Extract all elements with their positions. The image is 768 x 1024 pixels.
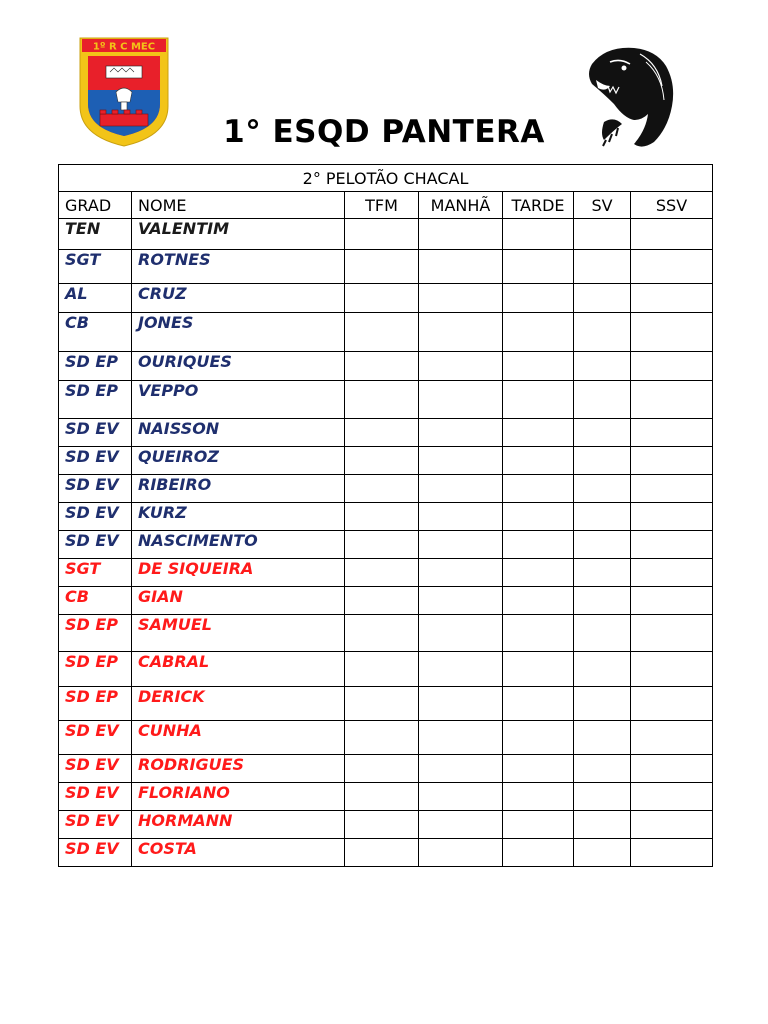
- cell-nome: CUNHA: [132, 721, 345, 755]
- cell-tfm[interactable]: [345, 615, 419, 652]
- cell-tarde[interactable]: [503, 531, 574, 559]
- cell-manha[interactable]: [419, 419, 503, 447]
- table-row: [59, 559, 713, 587]
- cell-tarde[interactable]: [503, 839, 574, 867]
- col-header-ssv: SSV: [631, 192, 713, 219]
- cell-sv[interactable]: [574, 419, 631, 447]
- table-row: [59, 313, 713, 352]
- roster-table: [58, 164, 713, 867]
- cell-grad: TEN: [59, 219, 132, 250]
- cell-nome: FLORIANO: [132, 783, 345, 811]
- cell-sv[interactable]: [574, 475, 631, 503]
- table-row: [59, 381, 713, 419]
- cell-grad: SGT: [59, 559, 132, 587]
- table-row: [59, 250, 713, 284]
- cell-tfm[interactable]: [345, 475, 419, 503]
- table-row: [59, 503, 713, 531]
- cell-ssv[interactable]: [631, 475, 713, 503]
- cell-grad: SD EV: [59, 783, 132, 811]
- cell-tfm[interactable]: [345, 652, 419, 687]
- cell-tfm[interactable]: [345, 447, 419, 475]
- col-header-manha: MANHÃ: [419, 192, 503, 219]
- cell-grad: SD EV: [59, 839, 132, 867]
- cell-nome: VALENTIM: [132, 219, 345, 250]
- cell-grad: SD EP: [59, 352, 132, 381]
- cell-tarde[interactable]: [503, 419, 574, 447]
- cell-sv[interactable]: [574, 559, 631, 587]
- table-row: [59, 811, 713, 839]
- cell-ssv[interactable]: [631, 687, 713, 721]
- cell-tarde[interactable]: [503, 284, 574, 313]
- cell-tarde[interactable]: [503, 687, 574, 721]
- cell-ssv[interactable]: [631, 250, 713, 284]
- table-row: [59, 219, 713, 250]
- cell-grad: SD EP: [59, 381, 132, 419]
- table-row: [59, 475, 713, 503]
- cell-sv[interactable]: [574, 219, 631, 250]
- cell-tfm[interactable]: [345, 587, 419, 615]
- cell-ssv[interactable]: [631, 447, 713, 475]
- cell-tfm[interactable]: [345, 284, 419, 313]
- col-header-sv: SV: [574, 192, 631, 219]
- cell-ssv[interactable]: [631, 587, 713, 615]
- cell-ssv[interactable]: [631, 352, 713, 381]
- table-row: [59, 721, 713, 755]
- cell-tarde[interactable]: [503, 313, 574, 352]
- cell-nome: VEPPO: [132, 381, 345, 419]
- table-row: [59, 284, 713, 313]
- cell-tfm[interactable]: [345, 811, 419, 839]
- cell-sv[interactable]: [574, 652, 631, 687]
- cell-sv[interactable]: [574, 313, 631, 352]
- cell-sv[interactable]: [574, 721, 631, 755]
- cell-tarde[interactable]: [503, 755, 574, 783]
- cell-ssv[interactable]: [631, 755, 713, 783]
- cell-ssv[interactable]: [631, 219, 713, 250]
- cell-tfm[interactable]: [345, 721, 419, 755]
- cell-tfm[interactable]: [345, 559, 419, 587]
- cell-manha[interactable]: [419, 587, 503, 615]
- table-header-row: [59, 192, 713, 219]
- cell-nome: GIAN: [132, 587, 345, 615]
- cell-tarde[interactable]: [503, 783, 574, 811]
- cell-nome: NASCIMENTO: [132, 531, 345, 559]
- cell-nome: CABRAL: [132, 652, 345, 687]
- cell-manha[interactable]: [419, 783, 503, 811]
- cell-tfm[interactable]: [345, 419, 419, 447]
- cell-nome: NAISSON: [132, 419, 345, 447]
- col-header-grad: GRAD: [59, 192, 132, 219]
- cell-tarde[interactable]: [503, 250, 574, 284]
- cell-grad: SD EV: [59, 721, 132, 755]
- cell-manha[interactable]: [419, 755, 503, 783]
- cell-manha[interactable]: [419, 811, 503, 839]
- cell-tarde[interactable]: [503, 652, 574, 687]
- cell-tarde[interactable]: [503, 352, 574, 381]
- cell-grad: SD EV: [59, 811, 132, 839]
- table-row: [59, 352, 713, 381]
- table-row: [59, 652, 713, 687]
- crest-text: 1º R C MEC: [92, 41, 156, 53]
- cell-nome: DE SIQUEIRA: [132, 559, 345, 587]
- cell-sv[interactable]: [574, 783, 631, 811]
- cell-manha[interactable]: [419, 475, 503, 503]
- cell-ssv[interactable]: [631, 419, 713, 447]
- cell-manha[interactable]: [419, 313, 503, 352]
- cell-manha[interactable]: [419, 615, 503, 652]
- cell-ssv[interactable]: [631, 811, 713, 839]
- cell-tarde[interactable]: [503, 587, 574, 615]
- cell-manha[interactable]: [419, 250, 503, 284]
- cell-grad: SD EV: [59, 419, 132, 447]
- cell-nome: OURIQUES: [132, 352, 345, 381]
- table-row: [59, 447, 713, 475]
- cell-tarde[interactable]: [503, 381, 574, 419]
- cell-tfm[interactable]: [345, 755, 419, 783]
- cell-ssv[interactable]: [631, 559, 713, 587]
- cell-sv[interactable]: [574, 381, 631, 419]
- cell-ssv[interactable]: [631, 503, 713, 531]
- cell-nome: COSTA: [132, 839, 345, 867]
- cell-ssv[interactable]: [631, 284, 713, 313]
- cell-tarde[interactable]: [503, 503, 574, 531]
- cell-grad: CB: [59, 313, 132, 352]
- cell-tarde[interactable]: [503, 721, 574, 755]
- cell-grad: SD EV: [59, 503, 132, 531]
- cell-sv[interactable]: [574, 755, 631, 783]
- cell-sv[interactable]: [574, 615, 631, 652]
- cell-ssv[interactable]: [631, 721, 713, 755]
- cell-manha[interactable]: [419, 531, 503, 559]
- cell-tfm[interactable]: [345, 531, 419, 559]
- table-caption: 2° PELOTÃO CHACAL: [59, 165, 713, 192]
- cell-nome: SAMUEL: [132, 615, 345, 652]
- cell-grad: SD EP: [59, 687, 132, 721]
- cell-tfm[interactable]: [345, 503, 419, 531]
- cell-grad: SD EP: [59, 652, 132, 687]
- cell-ssv[interactable]: [631, 652, 713, 687]
- cell-manha[interactable]: [419, 284, 503, 313]
- cell-sv[interactable]: [574, 284, 631, 313]
- cell-manha[interactable]: [419, 652, 503, 687]
- cell-tarde[interactable]: [503, 559, 574, 587]
- cell-grad: SD EV: [59, 475, 132, 503]
- cell-manha[interactable]: [419, 687, 503, 721]
- cell-tarde[interactable]: [503, 219, 574, 250]
- cell-ssv[interactable]: [631, 839, 713, 867]
- cell-nome: DERICK: [132, 687, 345, 721]
- cell-nome: JONES: [132, 313, 345, 352]
- cell-nome: HORMANN: [132, 811, 345, 839]
- col-header-nome: NOME: [132, 192, 345, 219]
- cell-nome: QUEIROZ: [132, 447, 345, 475]
- cell-manha[interactable]: [419, 381, 503, 419]
- cell-manha[interactable]: [419, 839, 503, 867]
- cell-sv[interactable]: [574, 352, 631, 381]
- cell-grad: SD EV: [59, 755, 132, 783]
- table-row: [59, 587, 713, 615]
- cell-tfm[interactable]: [345, 250, 419, 284]
- cell-grad: CB: [59, 587, 132, 615]
- table-row: [59, 531, 713, 559]
- cell-nome: RODRIGUES: [132, 755, 345, 783]
- cell-manha[interactable]: [419, 503, 503, 531]
- cell-grad: AL: [59, 284, 132, 313]
- cell-nome: RIBEIRO: [132, 475, 345, 503]
- cell-sv[interactable]: [574, 531, 631, 559]
- cell-tfm[interactable]: [345, 839, 419, 867]
- col-header-tarde: TARDE: [503, 192, 574, 219]
- cell-manha[interactable]: [419, 352, 503, 381]
- cell-ssv[interactable]: [631, 783, 713, 811]
- cell-tfm[interactable]: [345, 381, 419, 419]
- cell-tarde[interactable]: [503, 615, 574, 652]
- cell-sv[interactable]: [574, 250, 631, 284]
- cell-nome: ROTNES: [132, 250, 345, 284]
- cell-manha[interactable]: [419, 219, 503, 250]
- table-row: [59, 783, 713, 811]
- cell-manha[interactable]: [419, 721, 503, 755]
- cell-sv[interactable]: [574, 811, 631, 839]
- table-row: [59, 687, 713, 721]
- cell-manha[interactable]: [419, 447, 503, 475]
- cell-tarde[interactable]: [503, 475, 574, 503]
- cell-ssv[interactable]: [631, 313, 713, 352]
- cell-grad: SGT: [59, 250, 132, 284]
- cell-grad: SD EP: [59, 615, 132, 652]
- cell-tfm[interactable]: [345, 687, 419, 721]
- cell-tfm[interactable]: [345, 783, 419, 811]
- page-title: 1° ESQD PANTERA: [223, 114, 545, 150]
- cell-ssv[interactable]: [631, 381, 713, 419]
- cell-tfm[interactable]: [345, 352, 419, 381]
- table-row: [59, 419, 713, 447]
- cell-tarde[interactable]: [503, 447, 574, 475]
- cell-manha[interactable]: [419, 559, 503, 587]
- cell-sv[interactable]: [574, 447, 631, 475]
- table-row: [59, 615, 713, 652]
- cell-grad: SD EV: [59, 447, 132, 475]
- cell-ssv[interactable]: [631, 615, 713, 652]
- table-row: [59, 839, 713, 867]
- col-header-tfm: TFM: [345, 192, 419, 219]
- cell-nome: KURZ: [132, 503, 345, 531]
- table-row: [59, 755, 713, 783]
- cell-sv[interactable]: [574, 587, 631, 615]
- cell-sv[interactable]: [574, 503, 631, 531]
- cell-nome: CRUZ: [132, 284, 345, 313]
- cell-sv[interactable]: [574, 687, 631, 721]
- cell-tfm[interactable]: [345, 313, 419, 352]
- cell-tfm[interactable]: [345, 219, 419, 250]
- cell-ssv[interactable]: [631, 531, 713, 559]
- cell-tarde[interactable]: [503, 811, 574, 839]
- cell-sv[interactable]: [574, 839, 631, 867]
- cell-grad: SD EV: [59, 531, 132, 559]
